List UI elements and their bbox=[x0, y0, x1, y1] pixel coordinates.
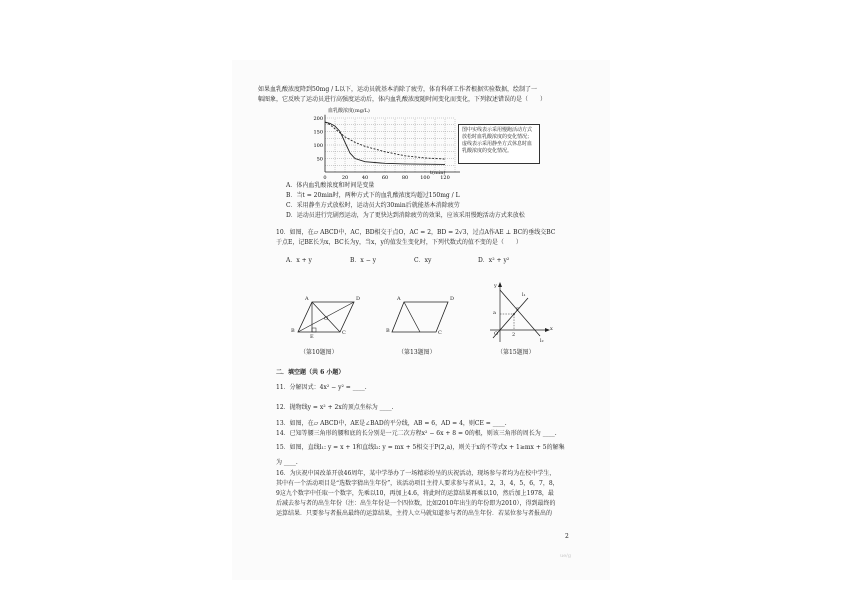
q16-line4: 后减去参与者的出生年份（注：出生年份是一个四位数，比如2010年出生的年份即为2010），得到最终的 bbox=[276, 500, 556, 507]
y-tick-label: 50 bbox=[316, 156, 323, 163]
fig15-label-y: y bbox=[494, 283, 497, 289]
q9-option-d: D．运动员进行完剧烈运动，为了更快达到消除疲劳的效果，应该采用慢跑活动方式来放松 bbox=[286, 212, 525, 219]
fig10-label-o: O bbox=[324, 316, 329, 322]
q15-line1: 15．如图，直线l₁: y = x + 1和直线l₂: y = mx + 5相交于P(2,a)，则关于x的不等式x + 1≥mx + 5的解集 bbox=[276, 444, 565, 451]
fig15-label-a: a bbox=[493, 310, 496, 316]
q14: 14．已知等腰三角形的腰和底的长分别是一元二次方程x² − 6x + 8 = 0的根，则该三角形的周长为 ____. bbox=[276, 430, 557, 437]
q13: 13．如图，在▱ ABCD中，AE是∠BAD的平分线，AB = 6，AD = 4，则CE = ____. bbox=[276, 420, 507, 427]
fig15-label-p: P bbox=[516, 307, 520, 313]
q10-option-c: C．xy bbox=[414, 257, 432, 264]
q10-option-a: A．x + y bbox=[286, 257, 312, 264]
fig15-label-l1: l₁ bbox=[522, 292, 526, 298]
y-tick-label: 200 bbox=[313, 116, 323, 122]
fig10-label-c: C bbox=[342, 330, 346, 336]
q9-option-c: C．采用静坐方式放松时，运动员大约30min后就能基本消除疲劳 bbox=[286, 202, 460, 209]
fig15-label-l2: l₂ bbox=[540, 338, 544, 344]
fig10-label-b: B bbox=[291, 328, 295, 334]
x-tick-label: 0 bbox=[323, 175, 327, 181]
fig10-caption: （第10题图） bbox=[300, 349, 338, 356]
q9-intro-line2: 幅图象，它反映了运动员进行高强度运动后，体内血乳酸浓度随时间变化而变化，下列叙述错误的是（ ） bbox=[258, 96, 547, 103]
x-tick-label: 80 bbox=[401, 175, 409, 181]
x-tick-label: 120 bbox=[440, 175, 450, 181]
fig15-label-2: 2 bbox=[512, 332, 516, 338]
fig13-label-d: D bbox=[450, 296, 455, 302]
fig10-label-e: E bbox=[310, 334, 314, 340]
y-tick-label: 100 bbox=[313, 143, 323, 149]
q15-line2: 为 ____. bbox=[276, 459, 298, 466]
q11: 11．分解因式：4x² − y² = ____. bbox=[276, 384, 367, 391]
x-tick-label: 60 bbox=[381, 175, 389, 181]
q9-option-a: A．体内血乳酸浓度和时间是变量 bbox=[286, 182, 375, 189]
page-number: 2 bbox=[565, 533, 569, 540]
q16-line1: 16．为庆祝中国改革开放46周年，某中学举办了一场精彩纷呈的庆祝活动，现场参与者均为在校中学生， bbox=[276, 470, 556, 477]
q9-option-b: B．当t = 20min时，两种方式下的血乳酸浓度均超过150mg / L bbox=[286, 192, 460, 199]
fig10-label-a: A bbox=[305, 296, 309, 302]
q16-line3: 9这九个数字中任取一个数字，先乘以10，再加上4.6，将此时的运算结果再乘以10，然后加上1978，最 bbox=[276, 490, 554, 497]
x-tick-label: 20 bbox=[341, 175, 349, 181]
fig13-label-c: C bbox=[438, 330, 442, 336]
chart-xlabel: t(min) bbox=[430, 170, 446, 176]
q9-intro-line1: 如果血乳酸浓度降到50mg / L以下，运动员就基本消除了疲劳，体育科研工作者根据实验数据，绘制了一 bbox=[258, 86, 537, 93]
section2-title: 二．填空题（共 6 小题） bbox=[276, 369, 345, 376]
y-tick-label: 150 bbox=[313, 129, 323, 136]
fig15-label-o: O bbox=[494, 331, 499, 337]
q10-option-d: D．x² + y² bbox=[478, 257, 510, 264]
fig13-label-a: A bbox=[397, 296, 401, 302]
fig15-caption: （第15题图） bbox=[497, 349, 535, 356]
fig10-label-d: D bbox=[356, 296, 361, 302]
watermark: ue/g bbox=[560, 553, 572, 559]
x-tick-label: 100 bbox=[420, 175, 430, 181]
q10-line1: 10．如图，在▱ ABCD中，AC，BD相交于点O，AC = 2，BD = 2√3，过点A作AE ⊥ BC的垂线交BC bbox=[276, 229, 556, 236]
fig15-label-x: x bbox=[550, 326, 553, 332]
q16-line2: 其中有一个活动项目是“选数字猜出生年份”，该活动项目主持人要求参与者从1，2，3，4，5，6，7，8， bbox=[276, 480, 559, 487]
chart-legend-box: 图中实线表示采用慢跑活动方式放松时血乳酸浓度的变化情况；虚线表示采用静坐方式休息时血乳酸浓度的变化情况。 bbox=[458, 124, 540, 164]
x-tick-label: 40 bbox=[361, 175, 369, 181]
q12: 12．抛物线y = x² + 2x的顶点坐标为 ____. bbox=[276, 404, 394, 411]
q16-line5: 运算结果．只要参与者报出最终的运算结果，主持人立马就知道参与者的出生年份．若某位参与者报出的 bbox=[276, 510, 553, 517]
chart-ylabel: 血乳酸浓度(mg/L) bbox=[328, 108, 370, 114]
fig13-label-b: B bbox=[386, 328, 390, 334]
q10-option-b: B．x − y bbox=[350, 257, 377, 264]
q10-line2: 于点E，记BE长为x，BC长为y，当x，y的值发生变化时，下列代数式的值不变的是（ ） bbox=[276, 239, 522, 246]
fig13-caption: （第13题图） bbox=[398, 349, 436, 356]
